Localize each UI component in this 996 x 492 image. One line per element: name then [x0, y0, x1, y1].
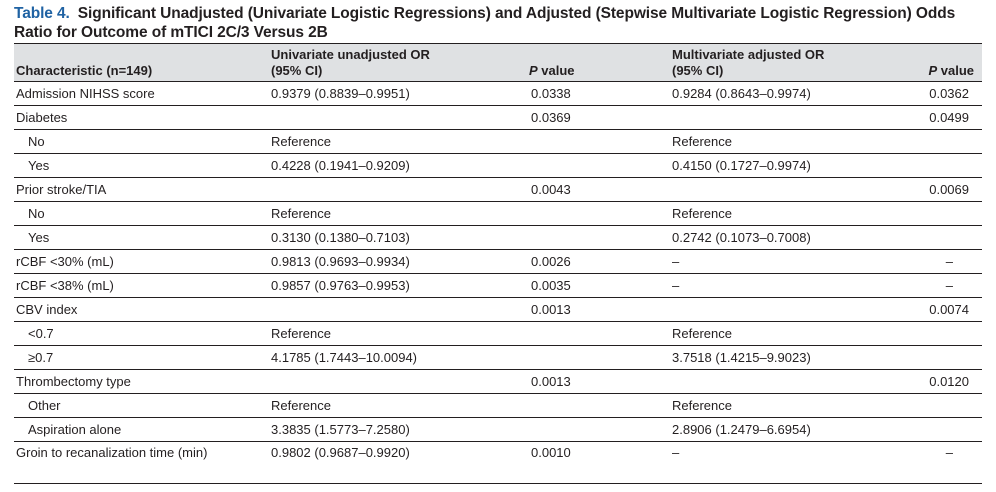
cell-univariate-or: Reference [269, 202, 529, 226]
cell-multivariate-p [892, 202, 982, 226]
header-univariate-line2: (95% CI) [271, 63, 323, 78]
cell-univariate-p [529, 202, 670, 226]
table-row [14, 322, 982, 346]
cell-multivariate-or: 0.2742 (0.1073–0.7008) [670, 226, 892, 250]
cell-univariate-or: 0.9813 (0.9693–0.9934) [269, 250, 529, 274]
cell-characteristic: Other [14, 394, 269, 418]
cell-multivariate-or [670, 106, 892, 130]
cell-multivariate-p: 0.0120 [892, 370, 982, 394]
cell-univariate-or: 0.4228 (0.1941–0.9209) [269, 154, 529, 178]
cell-univariate-p [529, 346, 670, 370]
cell-univariate-or: 0.9857 (0.9763–0.9953) [269, 274, 529, 298]
table-row [14, 274, 982, 298]
cell-univariate-or [269, 106, 529, 130]
table-header-row [14, 44, 982, 82]
cell-multivariate-p [892, 394, 982, 418]
cell-multivariate-or: Reference [670, 394, 892, 418]
cell-multivariate-p: 0.0074 [892, 298, 982, 322]
header-p-italic: P [529, 63, 538, 78]
cell-univariate-or: 0.3130 (0.1380–0.7103) [269, 226, 529, 250]
cell-multivariate-p: 0.0362 [892, 82, 982, 106]
table-row [14, 82, 982, 106]
table-row [14, 226, 982, 250]
header-p-italic: P [928, 63, 938, 78]
table-row [14, 202, 982, 226]
cell-univariate-p: 0.0369 [529, 106, 670, 130]
header-multivariate-or [670, 44, 892, 82]
cell-characteristic: Yes [14, 226, 269, 250]
cell-characteristic: Diabetes [14, 106, 269, 130]
cell-characteristic: rCBF <38% (mL) [14, 274, 269, 298]
header-characteristic: Characteristic (n=149) [14, 44, 269, 82]
cell-multivariate-or [670, 370, 892, 394]
cell-univariate-p [529, 322, 670, 346]
cell-univariate-or: 4.1785 (1.7443–10.0094) [269, 346, 529, 370]
table-row [14, 298, 982, 322]
cell-univariate-p [529, 394, 670, 418]
cell-multivariate-or: – [670, 442, 892, 484]
cell-multivariate-or: – [670, 274, 892, 298]
cell-univariate-p [529, 226, 670, 250]
cell-characteristic: Aspiration alone [14, 418, 269, 442]
cell-multivariate-p [892, 418, 982, 442]
cell-univariate-or: 0.9379 (0.8839–0.9951) [269, 82, 529, 106]
table-row [14, 106, 982, 130]
cell-characteristic: Admission NIHSS score [14, 82, 269, 106]
cell-univariate-p: 0.0338 [529, 82, 670, 106]
header-univariate-or [269, 44, 529, 82]
cell-multivariate-or [670, 298, 892, 322]
cell-univariate-or [269, 178, 529, 202]
cell-multivariate-or: 0.4150 (0.1727–0.9974) [670, 154, 892, 178]
cell-univariate-p [529, 418, 670, 442]
cell-multivariate-p: 0.0499 [892, 106, 982, 130]
table-caption [14, 4, 982, 42]
cell-multivariate-p: – [892, 442, 982, 484]
cell-univariate-or: 0.9802 (0.9687–0.9920) [269, 442, 529, 484]
cell-characteristic: rCBF <30% (mL) [14, 250, 269, 274]
table-row [14, 394, 982, 418]
cell-characteristic: <0.7 [14, 322, 269, 346]
cell-multivariate-or: Reference [670, 130, 892, 154]
table-row [14, 346, 982, 370]
cell-univariate-or [269, 370, 529, 394]
cell-univariate-or: Reference [269, 130, 529, 154]
cell-multivariate-p: – [892, 250, 982, 274]
cell-characteristic: CBV index [14, 298, 269, 322]
cell-characteristic: No [14, 130, 269, 154]
cell-multivariate-p [892, 154, 982, 178]
cell-univariate-p: 0.0026 [529, 250, 670, 274]
cell-multivariate-p [892, 130, 982, 154]
cell-multivariate-or [670, 178, 892, 202]
cell-univariate-or [269, 298, 529, 322]
table-title: Significant Unadjusted (Univariate Logistic Regressions) and Adjusted (Stepwise Multivariate Logistic Regression) Odds Ratio for Outcome of mTICI 2C/3 Versus 2B [14, 5, 956, 41]
cell-multivariate-or: 3.7518 (1.4215–9.9023) [670, 346, 892, 370]
cell-univariate-p [529, 130, 670, 154]
table-row [14, 442, 982, 484]
header-p-rest: value [537, 63, 575, 78]
cell-univariate-or: 3.3835 (1.5773–7.2580) [269, 418, 529, 442]
cell-univariate-or: Reference [269, 322, 529, 346]
cell-univariate-p: 0.0043 [529, 178, 670, 202]
header-multivariate-p [892, 44, 982, 82]
cell-characteristic: Groin to recanalization time (min) [14, 442, 269, 484]
odds-ratio-table [14, 43, 982, 484]
table-label: Table 4. [14, 5, 70, 22]
cell-univariate-p: 0.0013 [529, 298, 670, 322]
cell-univariate-or: Reference [269, 394, 529, 418]
cell-characteristic: ≥0.7 [14, 346, 269, 370]
header-multivariate-line2: (95% CI) [672, 63, 724, 78]
cell-characteristic: No [14, 202, 269, 226]
table-row [14, 370, 982, 394]
cell-multivariate-or: 0.9284 (0.8643–0.9974) [670, 82, 892, 106]
cell-univariate-p: 0.0013 [529, 370, 670, 394]
cell-multivariate-or: Reference [670, 202, 892, 226]
table-row [14, 250, 982, 274]
cell-characteristic: Prior stroke/TIA [14, 178, 269, 202]
header-univariate-line1: Univariate unadjusted OR [271, 47, 430, 62]
header-p-rest: value [937, 63, 974, 78]
header-multivariate-line1: Multivariate adjusted OR [672, 47, 825, 62]
cell-multivariate-or: – [670, 250, 892, 274]
cell-multivariate-p [892, 322, 982, 346]
cell-univariate-p [529, 154, 670, 178]
cell-multivariate-p: – [892, 274, 982, 298]
header-univariate-p [529, 44, 670, 82]
table-row [14, 130, 982, 154]
cell-multivariate-p [892, 226, 982, 250]
cell-multivariate-p [892, 346, 982, 370]
cell-characteristic: Yes [14, 154, 269, 178]
cell-characteristic: Thrombectomy type [14, 370, 269, 394]
cell-multivariate-or: Reference [670, 322, 892, 346]
table-row [14, 178, 982, 202]
cell-multivariate-p: 0.0069 [892, 178, 982, 202]
cell-multivariate-or: 2.8906 (1.2479–6.6954) [670, 418, 892, 442]
table-row [14, 154, 982, 178]
cell-univariate-p: 0.0035 [529, 274, 670, 298]
table-row [14, 418, 982, 442]
cell-univariate-p: 0.0010 [529, 442, 670, 484]
